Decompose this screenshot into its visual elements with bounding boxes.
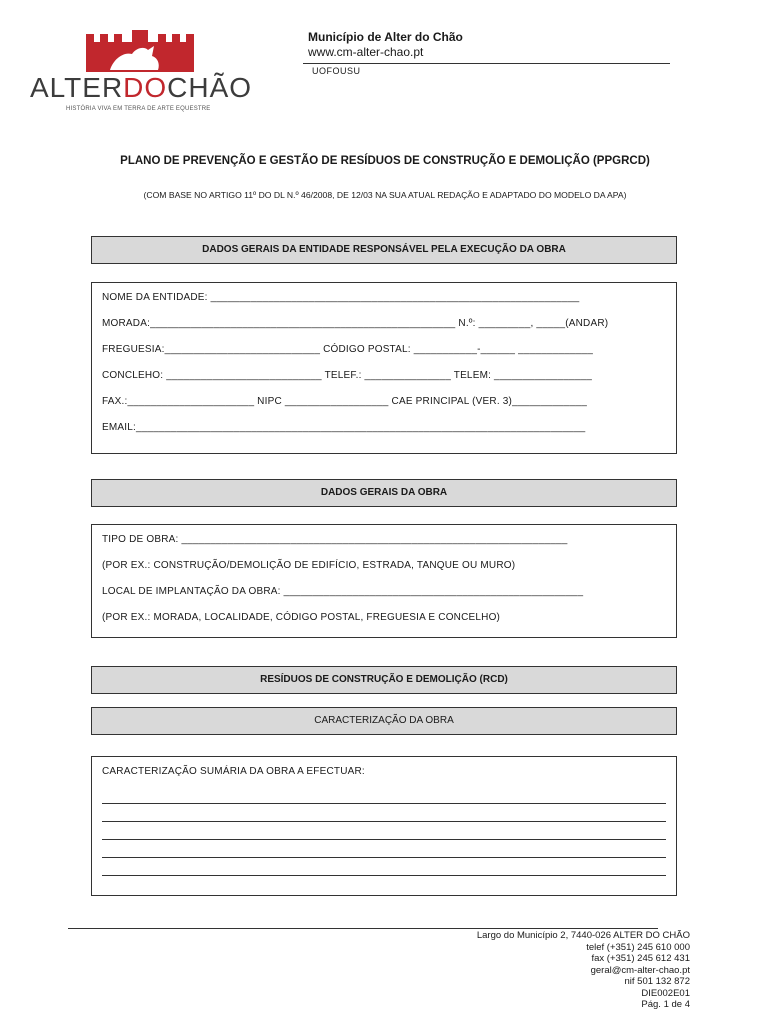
characterization-line[interactable] bbox=[102, 875, 666, 876]
work-type-field[interactable]: TIPO DE OBRA: ___________________________________________________________________ bbox=[102, 534, 568, 545]
work-form-box bbox=[91, 524, 677, 638]
fax-nipc-cae-field[interactable]: FAX.:______________________ NIPC __________________ CAE PRINCIPAL (VER. 3)_____________ bbox=[102, 396, 587, 407]
logo-tagline: HISTÓRIA VIVA EM TERRA DE ARTE EQUESTRE bbox=[66, 106, 211, 112]
address-field[interactable]: MORADA:_____________________________________________________ N.º: _________, _____(ANDAR) bbox=[102, 318, 609, 329]
footer-divider bbox=[68, 928, 658, 929]
footer-contact bbox=[477, 930, 690, 1011]
logo-wordmark: ALTERDOCHÃO bbox=[30, 72, 253, 103]
unit-code: UOFOUSU bbox=[312, 66, 361, 76]
entity-form-box bbox=[91, 282, 677, 454]
page-number: Pág. 1 de 4 bbox=[641, 999, 690, 1010]
characterization-line[interactable] bbox=[102, 821, 666, 822]
entity-name-field[interactable]: NOME DA ENTIDADE: ________________________________________________________________ bbox=[102, 292, 580, 303]
work-type-example: (POR EX.: CONSTRUÇÃO/DEMOLIÇÃO DE EDIFÍCIO, ESTRADA, TANQUE OU MURO) bbox=[102, 560, 516, 571]
characterization-line[interactable] bbox=[102, 839, 666, 840]
work-location-field[interactable]: LOCAL DE IMPLANTAÇÃO DA OBRA: ____________________________________________________ bbox=[102, 586, 584, 597]
section-heading-entity: DADOS GERAIS DA ENTIDADE RESPONSÁVEL PELA EXECUÇÃO DA OBRA bbox=[91, 236, 677, 264]
municipality-website-link[interactable]: www.cm-alter-chao.pt bbox=[308, 45, 424, 59]
council-phone-field[interactable]: CONCLEHO: ___________________________ TELEF.: _______________ TELEM: _________________ bbox=[102, 370, 592, 381]
characterization-box bbox=[91, 756, 677, 896]
section-heading-work: DADOS GERAIS DA OBRA bbox=[91, 479, 677, 507]
section-heading-rcd: RESÍDUOS DE CONSTRUÇÃO E DEMOLIÇÃO (RCD) bbox=[91, 666, 677, 694]
document-subtitle: (COM BASE NO ARTIGO 11º DO DL N.º 46/2008, DE 12/03 NA SUA ATUAL REDAÇÃO E ADAPTADO DO MODELO DA APA) bbox=[143, 190, 627, 200]
footer-doc-code: DIE002E01 bbox=[641, 987, 690, 999]
characterization-line[interactable] bbox=[102, 803, 666, 804]
footer-address: Largo do Município 2, 7440-026 ALTER DO CHÃO bbox=[476, 930, 690, 941]
section-subheading-characterization: CARACTERIZAÇÃO DA OBRA bbox=[91, 707, 677, 735]
document-title: PLANO DE PREVENÇÃO E GESTÃO DE RESÍDUOS DE CONSTRUÇÃO E DEMOLIÇÃO (PPGRCD) bbox=[120, 155, 650, 167]
header-divider bbox=[303, 63, 670, 64]
footer-fax: fax (+351) 245 612 431 bbox=[591, 953, 690, 964]
characterization-line[interactable] bbox=[102, 857, 666, 858]
municipality-name: Município de Alter do Chão bbox=[308, 30, 463, 44]
footer-nif: nif 501 132 872 bbox=[624, 976, 690, 987]
parish-postal-field[interactable]: FREGUESIA:___________________________ CÓDIGO POSTAL: ___________-______ _____________ bbox=[102, 344, 594, 355]
footer-email: geral@cm-alter-chao.pt bbox=[590, 964, 690, 976]
email-field[interactable]: EMAIL:______________________________________________________________________________ bbox=[102, 422, 586, 433]
work-location-example: (POR EX.: MORADA, LOCALIDADE, CÓDIGO POSTAL, FREGUESIA E CONCELHO) bbox=[102, 612, 501, 623]
characterization-label: CARACTERIZAÇÃO SUMÁRIA DA OBRA A EFECTUAR: bbox=[102, 766, 365, 777]
footer-phone: telef (+351) 245 610 000 bbox=[586, 941, 690, 953]
